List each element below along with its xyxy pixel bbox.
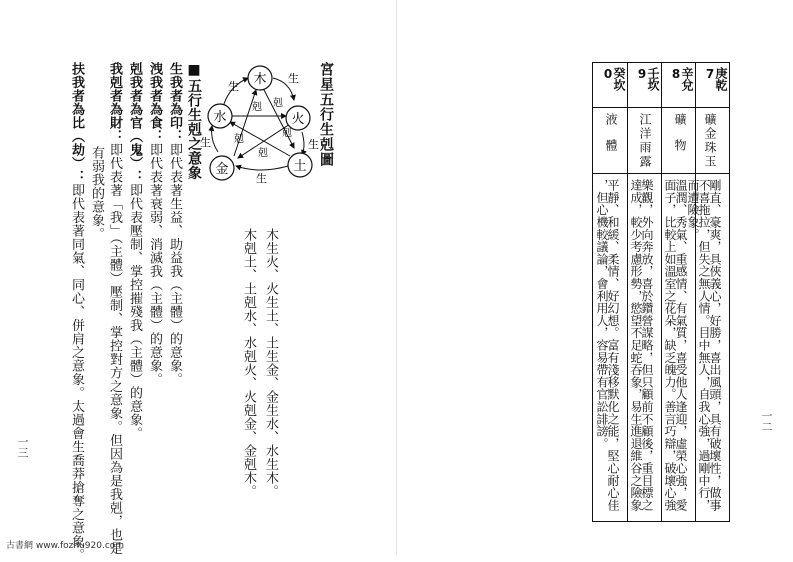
table-header-number: 8 bbox=[669, 67, 683, 81]
sheng-arrow bbox=[236, 166, 288, 170]
table-description-line: 達成，較少考慮形勢，慾望不足蛇吞象，易生進退維谷之險象 bbox=[629, 179, 643, 512]
table-header-number: 7 bbox=[703, 67, 717, 81]
sheng-label: 生 bbox=[200, 136, 211, 149]
ke-label: 剋 bbox=[282, 128, 292, 139]
paragraph-term: 生我者為印： bbox=[167, 62, 182, 143]
ke-label: 剋 bbox=[252, 102, 262, 113]
table-description-line: 溫潤、秀氣、重感情、有氣質，喜受他人逢迎，虛榮心強，愛 bbox=[674, 179, 688, 512]
table-description-line: 樂觀，外向奔放，喜於鑽營謀略，但只顧前不顧後，重目標之 bbox=[640, 179, 654, 512]
diagram-title: 宮星五行生剋圖 bbox=[318, 62, 334, 167]
paragraph-line bbox=[68, 62, 84, 562]
paragraph-line bbox=[146, 62, 162, 386]
paragraph-text: 即代表著生益、助益我（主體）的意象。 bbox=[167, 143, 182, 386]
element-earth: 土 bbox=[293, 159, 307, 174]
table-description-line: ，但心機較議論，會利用人，容易帶有官訟誹謗。 bbox=[595, 179, 609, 450]
paragraph-text: 即代表著同氣、同心、併肩之意象。太過會生喬莽搶奪之意象。 bbox=[69, 183, 84, 562]
paragraph-term: 我剋者為財： bbox=[107, 62, 122, 143]
element-metal: 金 bbox=[215, 162, 229, 177]
paragraph-text: 有弱我的意象。 bbox=[89, 146, 104, 241]
table-header-number: 9 bbox=[635, 67, 649, 81]
element-wood: 木 bbox=[253, 72, 267, 87]
paragraph-line bbox=[126, 62, 142, 440]
ke-arrow bbox=[234, 90, 256, 156]
ke-label: 剋 bbox=[234, 134, 244, 145]
table-description-line: 不喜拖拉，但失之無人情。目中無人，自我心強，過剛中行， bbox=[697, 179, 711, 512]
sheng-label: 生 bbox=[308, 138, 319, 151]
table-header-name: 壬坎 bbox=[646, 67, 660, 91]
paragraph-line bbox=[88, 146, 104, 241]
element-water: 水 bbox=[213, 110, 227, 125]
five-elements-diagram bbox=[198, 60, 323, 185]
paragraph-term: 剋我者為官（鬼）： bbox=[127, 62, 142, 184]
paragraph-term: 洩我者為食： bbox=[147, 62, 162, 143]
paragraph-line bbox=[166, 62, 182, 386]
table-value: 江洋雨露 bbox=[638, 113, 652, 169]
table-header-name: 辛兌 bbox=[680, 67, 694, 91]
sheng-label: 生 bbox=[288, 72, 299, 85]
footer-watermark: 古書網 www.fozhu920.com bbox=[6, 541, 125, 551]
sheng-cycle-line: 木生火、火生土、土生金、金生水、水生木。 bbox=[263, 228, 278, 498]
element-fire: 火 bbox=[291, 112, 305, 127]
paragraph-term: 扶我者為比（劫）： bbox=[69, 62, 84, 184]
table-value: 液體 bbox=[604, 113, 618, 165]
table-header-name: 癸坎 bbox=[612, 67, 626, 91]
page-number-right: 一二 bbox=[760, 410, 773, 432]
section-heading: ■五行生剋之意象 bbox=[186, 62, 202, 180]
table-value: 礦物 bbox=[673, 113, 687, 165]
table-description-line: 平靜、和緩、柔情、好幻想。富有淺移默化之能，堅心耐心佳 bbox=[606, 179, 620, 512]
paragraph-text: 即代表壓制、掌控摧殘我（主體）的意象。 bbox=[127, 183, 142, 440]
book-spine bbox=[396, 0, 397, 555]
sheng-arrow bbox=[302, 132, 304, 155]
table-description-line: 面子，比較上如溫室之花朵，缺乏魄力。善言巧辯，破壞心強 bbox=[663, 179, 677, 512]
table-description-line: 而遭險象。 bbox=[686, 179, 700, 241]
table-description-line: 剛直、豪爽，具俠義心，好勝，喜出風頭，具有破壞性，做事 bbox=[708, 179, 722, 512]
paragraph-text: 即代表著「我」（主體）壓制、掌控對方之意象。但因為是我剋，也是 bbox=[107, 143, 122, 555]
sheng-label: 生 bbox=[256, 172, 267, 185]
paragraph-text: 即代表著衰弱、消滅我（主體）的意象。 bbox=[147, 143, 162, 386]
ke-label: 剋 bbox=[273, 98, 283, 109]
page-number-left: 一三 bbox=[16, 436, 29, 458]
table-value: 礦金珠玉 bbox=[703, 113, 717, 169]
element-table bbox=[592, 62, 730, 522]
table-header-number: 0 bbox=[601, 67, 615, 81]
ke-label: 剋 bbox=[258, 148, 268, 159]
ke-cycle-line: 木剋土、土剋水、水剋火、火剋金、金剋木。 bbox=[241, 228, 256, 498]
table-header-name: 庚乾 bbox=[714, 67, 728, 91]
paragraph-line bbox=[106, 62, 122, 555]
sheng-label: 生 bbox=[228, 80, 239, 93]
sheng-arrow bbox=[212, 126, 218, 152]
